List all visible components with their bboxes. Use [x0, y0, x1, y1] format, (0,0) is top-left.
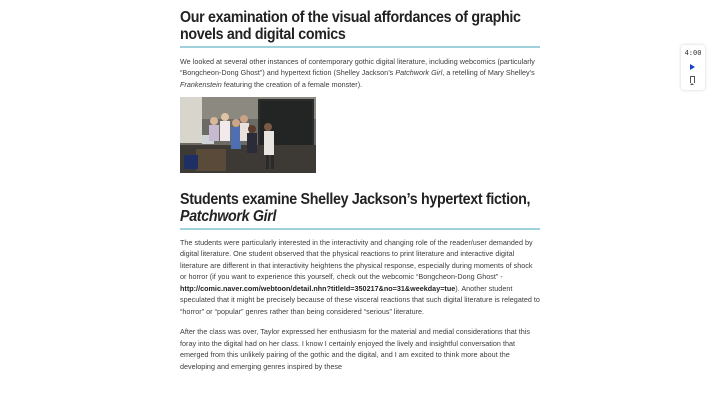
article	[180, 10, 540, 372]
bookmark-icon[interactable]	[690, 76, 695, 83]
audio-time: 4:00	[684, 49, 702, 57]
webcomic-link[interactable]: http://comic.naver.com/webtoon/detail.nhn?titleId=350217&no=31&weekday=tue	[180, 283, 456, 293]
heading-underline	[180, 46, 540, 48]
play-icon[interactable]	[690, 64, 695, 70]
section-heading-students-examine: Students examine Shelley Jackson’s hypertext fiction, Patchwork Girl	[180, 191, 531, 225]
classroom-photo-image	[180, 97, 316, 173]
classroom-photo	[180, 97, 316, 173]
heading-underline	[180, 228, 540, 230]
audio-player-widget	[681, 45, 705, 90]
paragraph-interactivity: The students were particularly interested in the interactivity and changing role of the reader/user demanded by digital literature. One student observed that the physical reactions to print literature and interactive digital literature are different in that interactivity heightens the physical response, especially during moments of shock or horror (if you want to experience this yourself, check out the webcomic “Bongcheon-Dong Ghost” - http://comic.naver.com/webtoon/detail.nhn?titleId=350217&no=31&weekday=tue). Another student speculated that it might be precisely because of these visceral reactions that such digital literature is relegated to “horror” or “popular” genres rather than being considered “serious” literature.	[180, 237, 540, 316]
title-frankenstein: Frankenstein	[180, 79, 222, 89]
title-patchwork-girl: Patchwork Girl	[395, 68, 443, 77]
section-heading-visual-affordances: Our examination of the visual affordances of graphic novels and digital comics	[180, 9, 521, 43]
heading-title-patchwork-girl: Patchwork Girl	[180, 207, 277, 225]
paragraph-contemporary-gothic: We looked at several other instances of contemporary gothic digital literature, including webcomics (particularly “Bongcheon-Dong Ghost”) and hypertext fiction (Shelley Jackson’s Patchwork Girl, a retelling of Mary Shelley’s Frankenstein featuring the creation of a female monster).	[180, 56, 535, 89]
paragraph-after-class: After the class was over, Taylor expressed her enthusiasm for the material and medial considerations that this foray into the digital had on her class. I know I certainly enjoyed the lively and insightful conversation that emerged from this unlikely pairing of the gothic and the digital, and I am excited to think more about the developing and emerging genres inspired by these	[180, 327, 531, 371]
